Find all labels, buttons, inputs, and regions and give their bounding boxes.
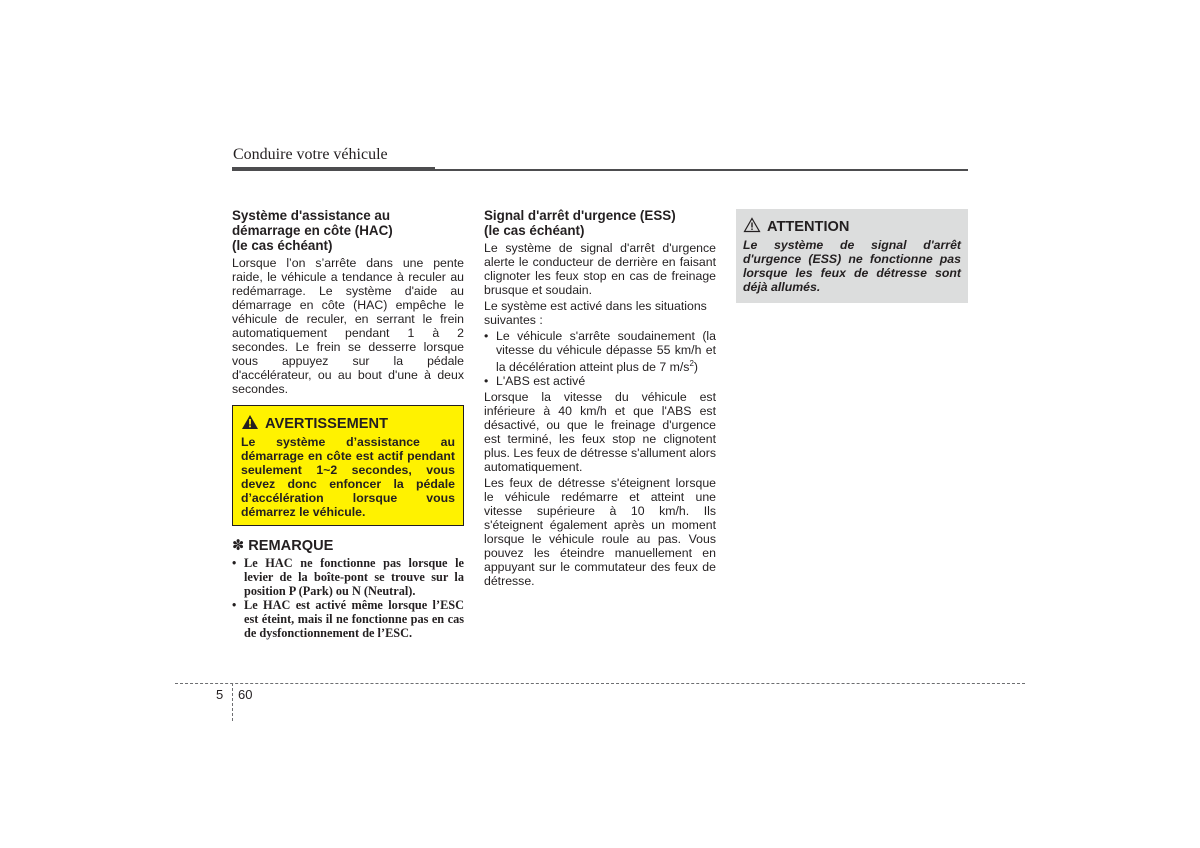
header-rule-thin — [435, 169, 968, 171]
attention-header — [743, 217, 961, 236]
ess-para1: Le système de signal d'arrêt d'urgence alerte le conducteur de derrière en faisant clignoter les feux stop en cas de freinage brusque et soudain. — [484, 241, 716, 297]
caution-triangle-icon — [743, 217, 761, 236]
ess-heading-line1: Signal d'arrêt d'urgence (ESS) — [484, 208, 676, 223]
warning-box — [232, 405, 464, 526]
attention-text: Le système de signal d'arrêt d'urgence (ESS) ne fonctionne pas lorsque les feux de détresse sont déjà allumés. — [743, 238, 961, 294]
hac-heading-line2: démarrage en côte (HAC) — [232, 223, 393, 238]
page-number: 60 — [238, 687, 253, 702]
ess-para4: Les feux de détresse s'éteignent lorsque le véhicule redémarre et atteint une vitesse supérieure à 10 km/h. Ils s'éteignent également après un moment lorsque le véhicule roule au pas. Vous pouvez les éteindre manuellement en appuyant sur le commutateur des feux de détresse. — [484, 476, 716, 589]
warning-header — [241, 414, 455, 433]
hac-heading-line3: (le cas échéant) — [232, 238, 333, 253]
column-right — [736, 206, 968, 303]
warning-text: Le système d’assistance au démarrage en côte est actif pendant seulement 1~2 secondes, vous devez donc enfoncer la pédale d’accélération lorsque vous démarrez le véhicule. — [241, 435, 455, 519]
ess-para3: Lorsque la vitesse du véhicule est inférieure à 40 km/h et que l'ABS est désactivé, ou que le freinage d'urgence est terminé, les feux stop ne clignotent plus. Les feux de détresse s'allument alors automatiquement. — [484, 390, 717, 475]
footer-rule — [175, 683, 1025, 684]
ess-para2: Le système est activé dans les situations suivantes : — [484, 299, 707, 327]
hac-heading — [232, 208, 464, 253]
attention-title: ATTENTION — [767, 218, 850, 235]
remark-title: REMARQUE — [248, 538, 334, 554]
chapter-number: 5 — [216, 687, 224, 702]
ess-heading-line2: (le cas échéant) — [484, 223, 585, 238]
remark-asterisk-icon: ✽ — [232, 538, 245, 554]
warning-title: AVERTISSEMENT — [265, 415, 388, 432]
attention-box — [736, 209, 968, 303]
remark-list — [232, 556, 464, 640]
header-rule-thick — [232, 167, 435, 171]
remark-item: • Le HAC est activé même lorsque l’ESC est éteint, mais il ne fonctionne pas en cas de dysfonctionnement de l’ESC. — [232, 598, 464, 640]
column-middle — [484, 206, 716, 590]
ess-bullet-item: • Le véhicule s'arrête soudainement (la vitesse du véhicule dépasse 55 km/h et la décélération atteint plus de 7 $m/s^2$) — [484, 329, 716, 375]
column-left — [232, 206, 464, 640]
hac-body: Lorsque l’on s’arrête dans une pente raide, le véhicule a tendance à reculer au redémarrage. Le système d'aide au démarrage en côte (HAC) empêche le véhicule de reculer, en serrant le frein automatiquement pendant 1 à 2 secondes. Le frein se desserre lorsque vous appuyez sur la pédale d'accélérateur, ou au bout d'une à deux secondes. — [232, 256, 464, 396]
hac-heading-line1: Système d'assistance au — [232, 208, 391, 223]
ess-bullet-list — [484, 329, 716, 388]
warning-triangle-icon — [241, 414, 259, 433]
remark-item: • Le HAC ne fonctionne pas lorsque le levier de la boîte-pont se trouve sur la position P (Park) ou N (Neutral). — [232, 556, 464, 598]
ess-bullet-item: • L'ABS est activé — [484, 374, 586, 389]
remark-header — [232, 538, 464, 554]
footer-divider — [232, 683, 233, 721]
ess-heading — [484, 208, 716, 238]
page-header-title: Conduire votre véhicule — [233, 146, 388, 163]
